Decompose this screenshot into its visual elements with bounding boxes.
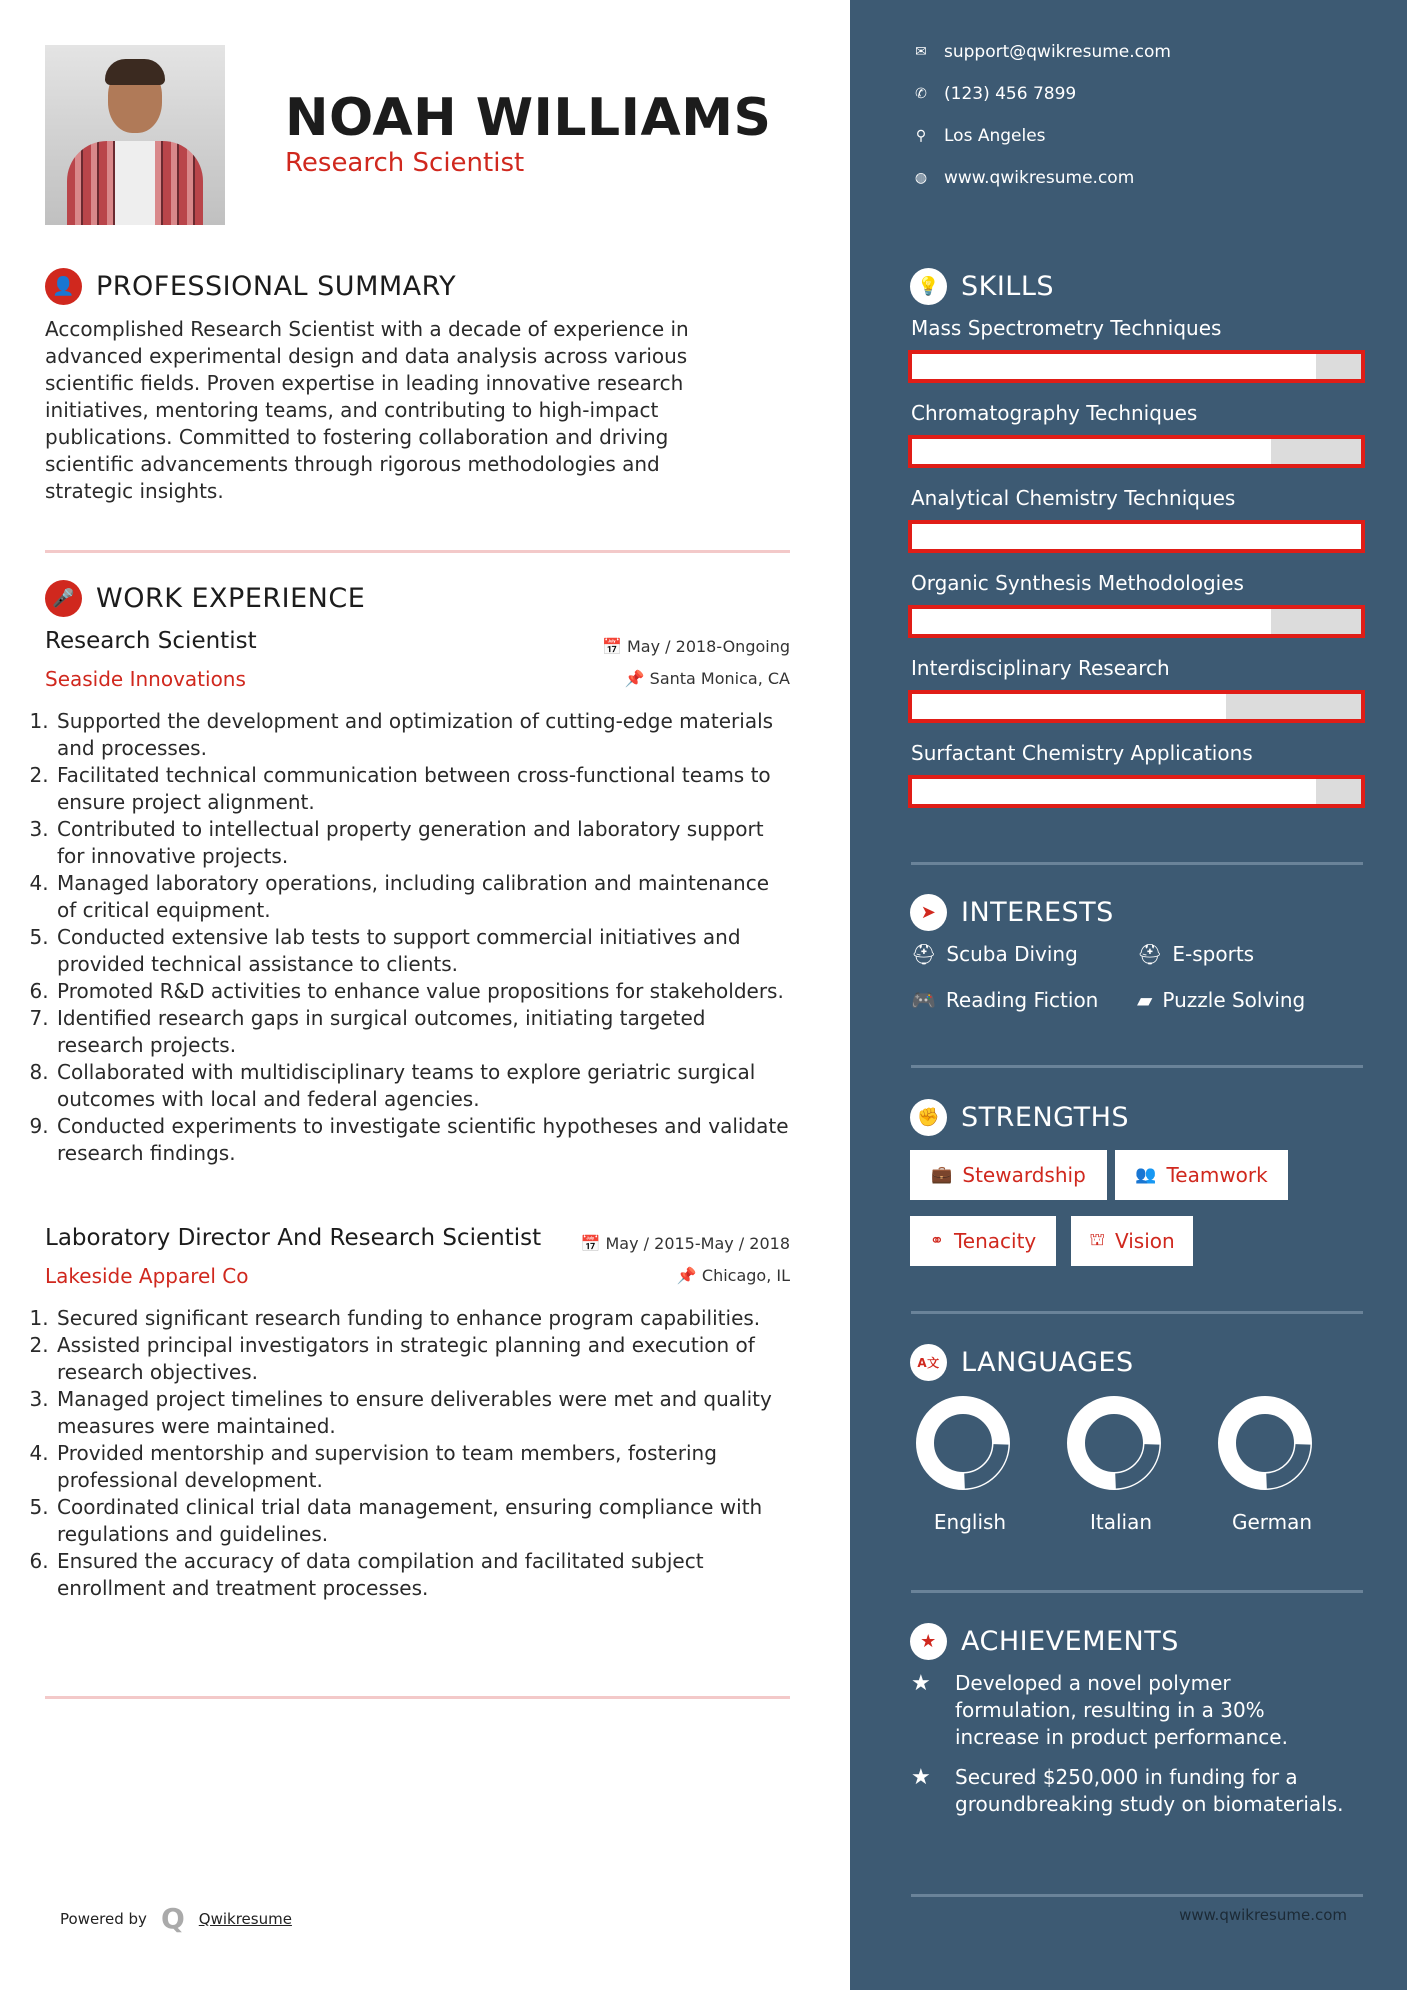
interest-label: Scuba Diving — [946, 942, 1078, 966]
lightbulb-icon: 💡 — [910, 268, 947, 305]
interest-icon: ⛑ — [911, 942, 937, 966]
divider — [911, 862, 1363, 865]
company-name: Seaside Innovations — [45, 667, 246, 691]
phone-icon: ✆ — [915, 86, 927, 102]
interest-item — [1137, 988, 1305, 1012]
work-heading — [45, 580, 365, 617]
skill-bar — [908, 605, 1365, 638]
interest-icon: 🎮 — [911, 988, 936, 1012]
job-title: Laboratory Director And Research Scientist — [45, 1225, 542, 1251]
list-item: 6. Promoted R&D activities to enhance value propositions for stakeholders. — [55, 978, 792, 1005]
job-location — [625, 669, 790, 688]
skill-bar — [908, 690, 1365, 723]
strength-label: Vision — [1114, 1229, 1175, 1253]
achievement-text: Secured $250,000 in funding for a groundbreaking study on biomaterials. — [955, 1765, 1344, 1816]
languages-heading-text: LANGUAGES — [961, 1347, 1134, 1378]
job-location-text: Chicago, IL — [701, 1266, 790, 1285]
summary-heading-text: PROFESSIONAL SUMMARY — [96, 271, 457, 302]
translate-icon: A文 — [910, 1344, 947, 1381]
skill-bar-fill — [912, 439, 1271, 464]
divider — [911, 1590, 1363, 1593]
summary-text: Accomplished Research Scientist with a decade of experience in advanced experimental design and data analysis across various scientific fields. Proven expertise in leading innovative research initiatives, mentoring teams, and contributing to high-impact publications. Committed to fostering collaboration and driving scientific advancements through rigorous methodologies and strategic insights. — [45, 317, 689, 503]
list-item: 5. Coordinated clinical trial data management, ensuring compliance with regulations and guidelines. — [55, 1494, 792, 1548]
job-location — [677, 1266, 790, 1285]
star-icon: ★ — [911, 1765, 931, 1790]
strength-badge — [1071, 1216, 1193, 1266]
contact-text: www.qwikresume.com — [944, 168, 1135, 188]
user-icon: 👤 — [45, 268, 82, 305]
strength-badge — [910, 1216, 1056, 1266]
calendar-icon: 📅 — [580, 1234, 606, 1253]
skill-bar — [908, 775, 1365, 808]
paper-plane-icon: ➤ — [910, 894, 947, 931]
list-item: 1. Supported the development and optimization of cutting-edge materials and processes. — [55, 708, 792, 762]
interests-heading-text: INTERESTS — [961, 897, 1114, 928]
skill-bar-fill — [912, 524, 1361, 549]
strengths-heading-text: STRENGTHS — [961, 1102, 1130, 1133]
skill-bar-fill — [912, 694, 1226, 719]
language-name: German — [1231, 1510, 1313, 1534]
job-bullets — [37, 708, 792, 1167]
divider — [911, 1065, 1363, 1068]
job-date-text: May / 2015-May / 2018 — [605, 1234, 790, 1253]
strengths-heading — [910, 1099, 1129, 1136]
list-item: 2. Facilitated technical communication between cross-functional teams to ensure project alignment. — [55, 762, 792, 816]
skill-name: Surfactant Chemistry Applications — [911, 741, 1253, 765]
interests-heading — [910, 894, 1114, 931]
footer-powered — [60, 1902, 292, 1935]
strength-badge — [910, 1150, 1107, 1200]
skills-heading — [910, 268, 1054, 305]
list-item: 6. Ensured the accuracy of data compilation and facilitated subject enrollment and treatment processes. — [55, 1548, 792, 1602]
language-donut — [913, 1393, 1013, 1493]
language-name: English — [933, 1510, 1007, 1534]
skill-name: Mass Spectrometry Techniques — [911, 316, 1222, 340]
profile-photo — [45, 45, 225, 225]
strength-badge — [1115, 1150, 1288, 1200]
language-name: Italian — [1089, 1510, 1153, 1534]
job-title: Research Scientist — [45, 628, 257, 654]
powered-by-label: Powered by — [60, 1909, 147, 1928]
qwikresume-logo-icon: Q — [160, 1902, 185, 1935]
star-icon: ★ — [910, 1623, 947, 1660]
job-date — [602, 637, 790, 656]
list-item: 3. Managed project timelines to ensure deliverables were met and quality measures were maintained. — [55, 1386, 792, 1440]
divider — [45, 550, 790, 553]
language-donut — [1215, 1393, 1315, 1493]
skill-bar — [908, 350, 1365, 383]
skill-bar-fill — [912, 609, 1271, 634]
globe-icon: ◍ — [914, 170, 928, 186]
achievements-heading — [910, 1623, 1179, 1660]
contact-text: Los Angeles — [944, 126, 1046, 146]
list-item: 7. Identified research gaps in surgical outcomes, initiating targeted research projects. — [55, 1005, 792, 1059]
skill-bar — [908, 520, 1365, 553]
calendar-icon: 📅 — [601, 637, 627, 656]
contact-item[interactable] — [912, 168, 1134, 188]
divider — [45, 1696, 790, 1699]
language-donut — [1064, 1393, 1164, 1493]
skill-name: Organic Synthesis Methodologies — [911, 571, 1244, 595]
divider — [911, 1894, 1363, 1897]
list-item: 4. Provided mentorship and supervision to team members, fostering professional development. — [55, 1440, 792, 1494]
candidate-title: Research Scientist — [285, 148, 525, 178]
job-bullets — [37, 1305, 792, 1602]
skill-bar-fill — [912, 354, 1316, 379]
list-item: 8. Collaborated with multidisciplinary teams to explore geriatric surgical outcomes with local and federal agencies. — [55, 1059, 792, 1113]
job-location-text: Santa Monica, CA — [649, 669, 790, 688]
fist-icon: ✊ — [910, 1099, 947, 1136]
star-icon: ★ — [911, 1671, 931, 1696]
skill-bar-fill — [912, 779, 1316, 804]
list-item: 9. Conducted experiments to investigate scientific hypotheses and validate research findings. — [55, 1113, 792, 1167]
list-item: 4. Managed laboratory operations, including calibration and maintenance of critical equipment. — [55, 870, 792, 924]
contact-text: support@qwikresume.com — [944, 42, 1171, 62]
divider — [911, 1311, 1363, 1314]
contact-item[interactable] — [912, 126, 1046, 146]
strength-icon: ⛫ — [1089, 1230, 1105, 1250]
achievement-item — [911, 1764, 1351, 1818]
interest-label: E-sports — [1172, 942, 1255, 966]
strength-icon: 👥 — [1135, 1165, 1157, 1185]
pin-icon: 📌 — [676, 1266, 702, 1285]
interest-label: Reading Fiction — [945, 988, 1099, 1012]
list-item: 1. Secured significant research funding to enhance program capabilities. — [55, 1305, 792, 1332]
strength-icon: 💼 — [931, 1165, 953, 1185]
company-name: Lakeside Apparel Co — [45, 1264, 249, 1288]
summary-heading — [45, 268, 456, 305]
job-date — [580, 1234, 790, 1253]
map-pin-icon: ⚲ — [915, 128, 927, 144]
interest-label: Puzzle Solving — [1162, 988, 1306, 1012]
job-date-text: May / 2018-Ongoing — [627, 637, 790, 656]
envelope-icon: ✉ — [915, 44, 927, 60]
candidate-name: NOAH WILLIAMS — [285, 88, 772, 148]
contact-text: (123) 456 7899 — [944, 84, 1077, 104]
strength-icon: ⚭ — [929, 1231, 944, 1251]
achievement-item — [911, 1670, 1351, 1751]
list-item: 2. Assisted principal investigators in strategic planning and execution of research objectives. — [55, 1332, 792, 1386]
skill-name: Chromatography Techniques — [911, 401, 1198, 425]
skill-name: Analytical Chemistry Techniques — [911, 486, 1236, 510]
languages-heading — [910, 1344, 1134, 1381]
interest-item — [911, 988, 1098, 1012]
podium-icon: 🎤 — [45, 580, 82, 617]
strength-label: Stewardship — [962, 1163, 1086, 1187]
achievement-text: Developed a novel polymer formulation, resulting in a 30% increase in product performance. — [955, 1671, 1288, 1749]
skill-bar — [908, 435, 1365, 468]
interest-icon: ⛑ — [1137, 942, 1163, 966]
achievements-heading-text: ACHIEVEMENTS — [961, 1626, 1179, 1657]
skill-name: Interdisciplinary Research — [911, 656, 1170, 680]
work-heading-text: WORK EXPERIENCE — [96, 583, 366, 614]
strength-label: Tenacity — [953, 1229, 1037, 1253]
list-item: 3. Contributed to intellectual property generation and laboratory support for innovative projects. — [55, 816, 792, 870]
list-item: 5. Conducted extensive lab tests to support commercial initiatives and provided technical assistance to clients. — [55, 924, 792, 978]
strength-label: Teamwork — [1166, 1163, 1268, 1187]
footer-url[interactable]: www.qwikresume.com — [1179, 1906, 1347, 1924]
pin-icon: 📌 — [624, 669, 650, 688]
qwikresume-link[interactable]: Qwikresume — [198, 1909, 292, 1928]
skills-heading-text: SKILLS — [961, 271, 1055, 302]
interest-item — [1137, 942, 1254, 966]
interest-icon: ▰ — [1137, 988, 1153, 1012]
contact-item[interactable] — [912, 84, 1076, 104]
interest-item — [911, 942, 1078, 966]
contact-item[interactable] — [912, 42, 1171, 62]
